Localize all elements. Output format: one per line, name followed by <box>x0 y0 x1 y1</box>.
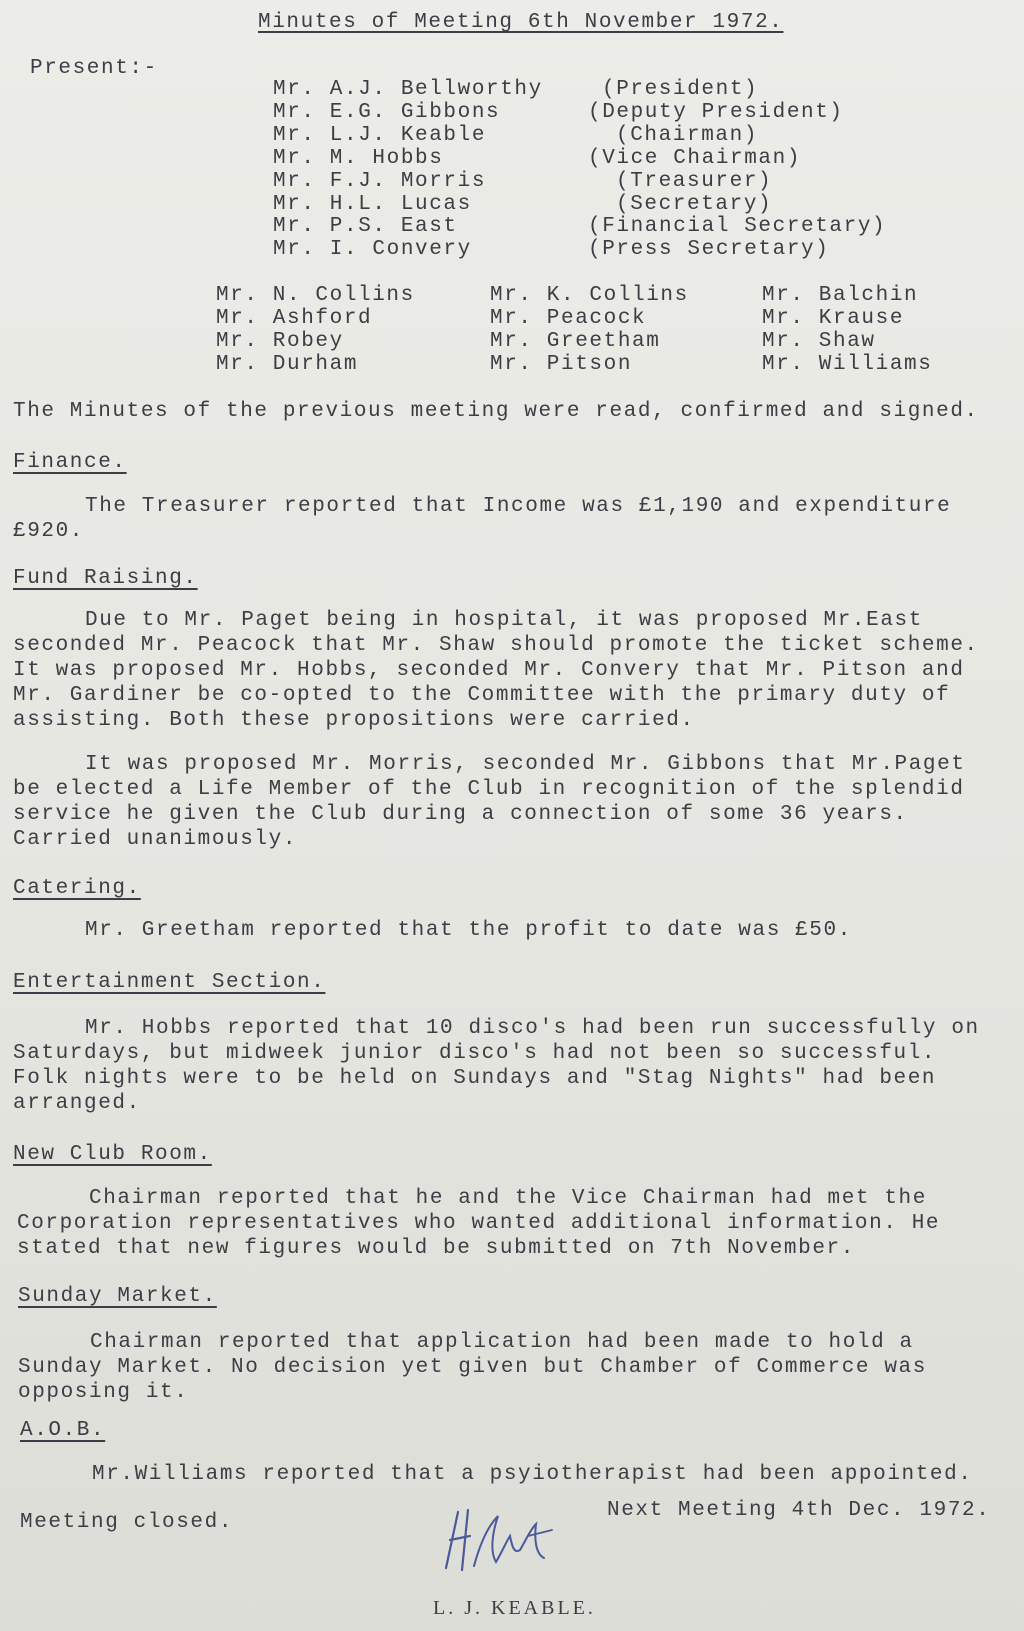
section-heading-new-club-room: New Club Room. <box>13 1143 212 1166</box>
officer-role: (Treasurer) <box>616 170 773 193</box>
officer-role: (Vice Chairman) <box>588 147 802 170</box>
officer-name: Mr. A.J. Bellworthy <box>273 78 543 101</box>
officer-role: (Deputy President) <box>588 101 844 124</box>
signature <box>440 1500 570 1580</box>
officer-name: Mr. E.G. Gibbons <box>273 101 501 124</box>
member-name: Mr. Pitson <box>490 353 633 376</box>
signatory-name: L. J. KEABLE. <box>433 1597 596 1619</box>
member-name: Mr. Durham <box>216 353 359 376</box>
member-name: Mr. Ashford <box>216 307 373 330</box>
fund-raising-paragraph: It was proposed Mr. Morris, seconded Mr. Gibbons that Mr.Paget be elected a Life Member of the Club in recognition of the splendid service he given the Club during a connection of some 36 years. Carried unanimously. <box>13 753 966 851</box>
sunday-market-paragraph: Chairman reported that application had been made to hold a Sunday Market. No decision yet given but Chamber of Commerce was opposing it. <box>18 1331 927 1404</box>
next-meeting: Next Meeting 4th Dec. 1972. <box>607 1499 991 1522</box>
officer-role: (Chairman) <box>616 124 759 147</box>
member-name: Mr. Williams <box>762 353 933 376</box>
member-name: Mr. Shaw <box>762 330 876 353</box>
entertainment-paragraph: Mr. Hobbs reported that 10 disco's had been run successfully on Saturdays, but midweek junior disco's had not been so successful. Folk nights were to be held on Sundays and "Stag Nights" had been arranged. <box>13 1017 980 1115</box>
section-heading-entertainment: Entertainment Section. <box>13 971 326 994</box>
member-name: Mr. N. Collins <box>216 284 415 307</box>
officer-name: Mr. H.L. Lucas <box>273 193 472 216</box>
previous-minutes-statement: The Minutes of the previous meeting were read, confirmed and signed. <box>13 400 979 423</box>
section-heading-sunday-market: Sunday Market. <box>18 1285 217 1308</box>
section-heading-fund-raising: Fund Raising. <box>13 567 198 590</box>
finance-paragraph: The Treasurer reported that Income was £1,190 and expenditure £920. <box>13 495 952 543</box>
page-title: Minutes of Meeting 6th November 1972. <box>258 11 784 34</box>
officer-name: Mr. M. Hobbs <box>273 147 444 170</box>
catering-paragraph: Mr. Greetham reported that the profit to date was £50. <box>85 919 852 942</box>
officer-name: Mr. L.J. Keable <box>273 124 487 147</box>
officer-name: Mr. I. Convery <box>273 238 472 261</box>
officer-name: Mr. P.S. East <box>273 215 458 238</box>
member-name: Mr. Greetham <box>490 330 661 353</box>
section-heading-finance: Finance. <box>13 451 127 474</box>
meeting-closed: Meeting closed. <box>20 1511 234 1534</box>
new-club-room-paragraph: Chairman reported that he and the Vice Chairman had met the Corporation representatives who wanted additional information. He stated that new figures would be submitted on 7th November. <box>17 1187 941 1260</box>
officer-role: (Press Secretary) <box>588 238 830 261</box>
member-name: Mr. Balchin <box>762 284 919 307</box>
member-name: Mr. Peacock <box>490 307 647 330</box>
officer-role: (Financial Secretary) <box>588 215 887 238</box>
present-label: Present:- <box>30 57 158 80</box>
fund-raising-paragraph: Due to Mr. Paget being in hospital, it was proposed Mr.East seconded Mr. Peacock that Mr. Shaw should promote the ticket scheme. It was proposed Mr. Hobbs, seconded Mr. Convery that Mr. Pitson and Mr. Gardiner be co-opted to the Committee with the primary duty of assisting. Both these propositions were carried. <box>13 609 979 732</box>
section-heading-aob: A.O.B. <box>20 1419 106 1442</box>
officer-name: Mr. F.J. Morris <box>273 170 487 193</box>
officer-role: (President) <box>602 78 759 101</box>
member-name: Mr. Robey <box>216 330 344 353</box>
member-name: Mr. Krause <box>762 307 905 330</box>
member-name: Mr. K. Collins <box>490 284 689 307</box>
officer-role: (Secretary) <box>616 193 773 216</box>
aob-paragraph: Mr.Williams reported that a psyiotherapist had been appointed. <box>92 1463 973 1486</box>
section-heading-catering: Catering. <box>13 877 141 900</box>
